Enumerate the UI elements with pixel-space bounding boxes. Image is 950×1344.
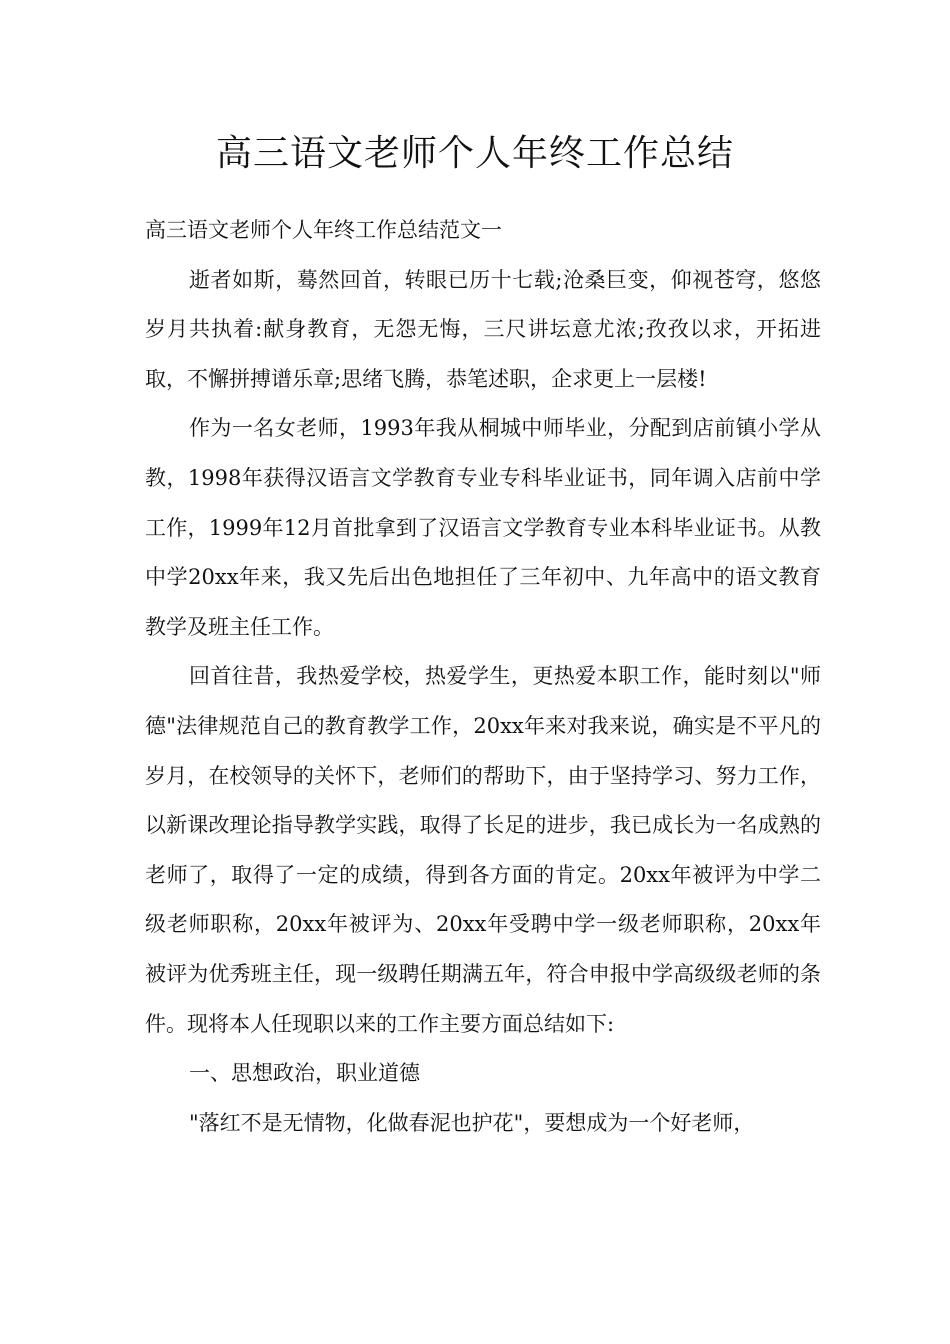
document-title: 高三语文老师个人年终工作总结	[215, 133, 734, 174]
paragraph: 逝者如斯，蓦然回首，转眼已历十七载;沧桑巨变，仰视苍穹，悠悠岁月共执着:献身教育，无怨无悔，三尺讲坛意尤浓;孜孜以求，开拓进取，不懈拼搏谱乐章;思绪飞腾，恭笔述职，企求更上一层楼!	[145, 267, 821, 391]
paragraph: 回首往昔，我热爱学校，热爱学生，更热爱本职工作，能时刻以"师德"法律规范自己的教育教学工作，20xx年来对我来说，确实是不平凡的岁月，在校领导的关怀下，老师们的帮助下，由于坚持学习、努力工作，以新课改理论指导教学实践，取得了长足的进步，我已成长为一名成熟的老师了，取得了一定的成绩，得到各方面的肯定。20xx年被评为中学二级老师职称，20xx年被评为、20xx年受聘中学一级老师职称，20xx年被评为优秀班主任，现一级聘任期满五年，符合申报中学高级级老师的条件。现将本人任现职以来的工作主要方面总结如下:	[145, 664, 821, 1036]
subsection-heading: 一、思想政治，职业道德	[189, 1061, 420, 1086]
section-heading: 高三语文老师个人年终工作总结范文一	[145, 218, 502, 242]
paragraph: 作为一名女老师，1993年我从桐城中师毕业，分配到店前镇小学从教，1998年获得汉语言文学教育专业专科毕业证书，同年调入店前中学工作，1999年12月首批拿到了汉语言文学教育专业本科毕业证书。从教中学20xx年来，我又先后出色地担任了三年初中、九年高中的语文教育教学及班主任工作。	[145, 416, 821, 639]
document-body	[145, 206, 821, 1148]
paragraph: "落红不是无情物，化做春泥也护花"，要想成为一个好老师，	[189, 1110, 755, 1135]
